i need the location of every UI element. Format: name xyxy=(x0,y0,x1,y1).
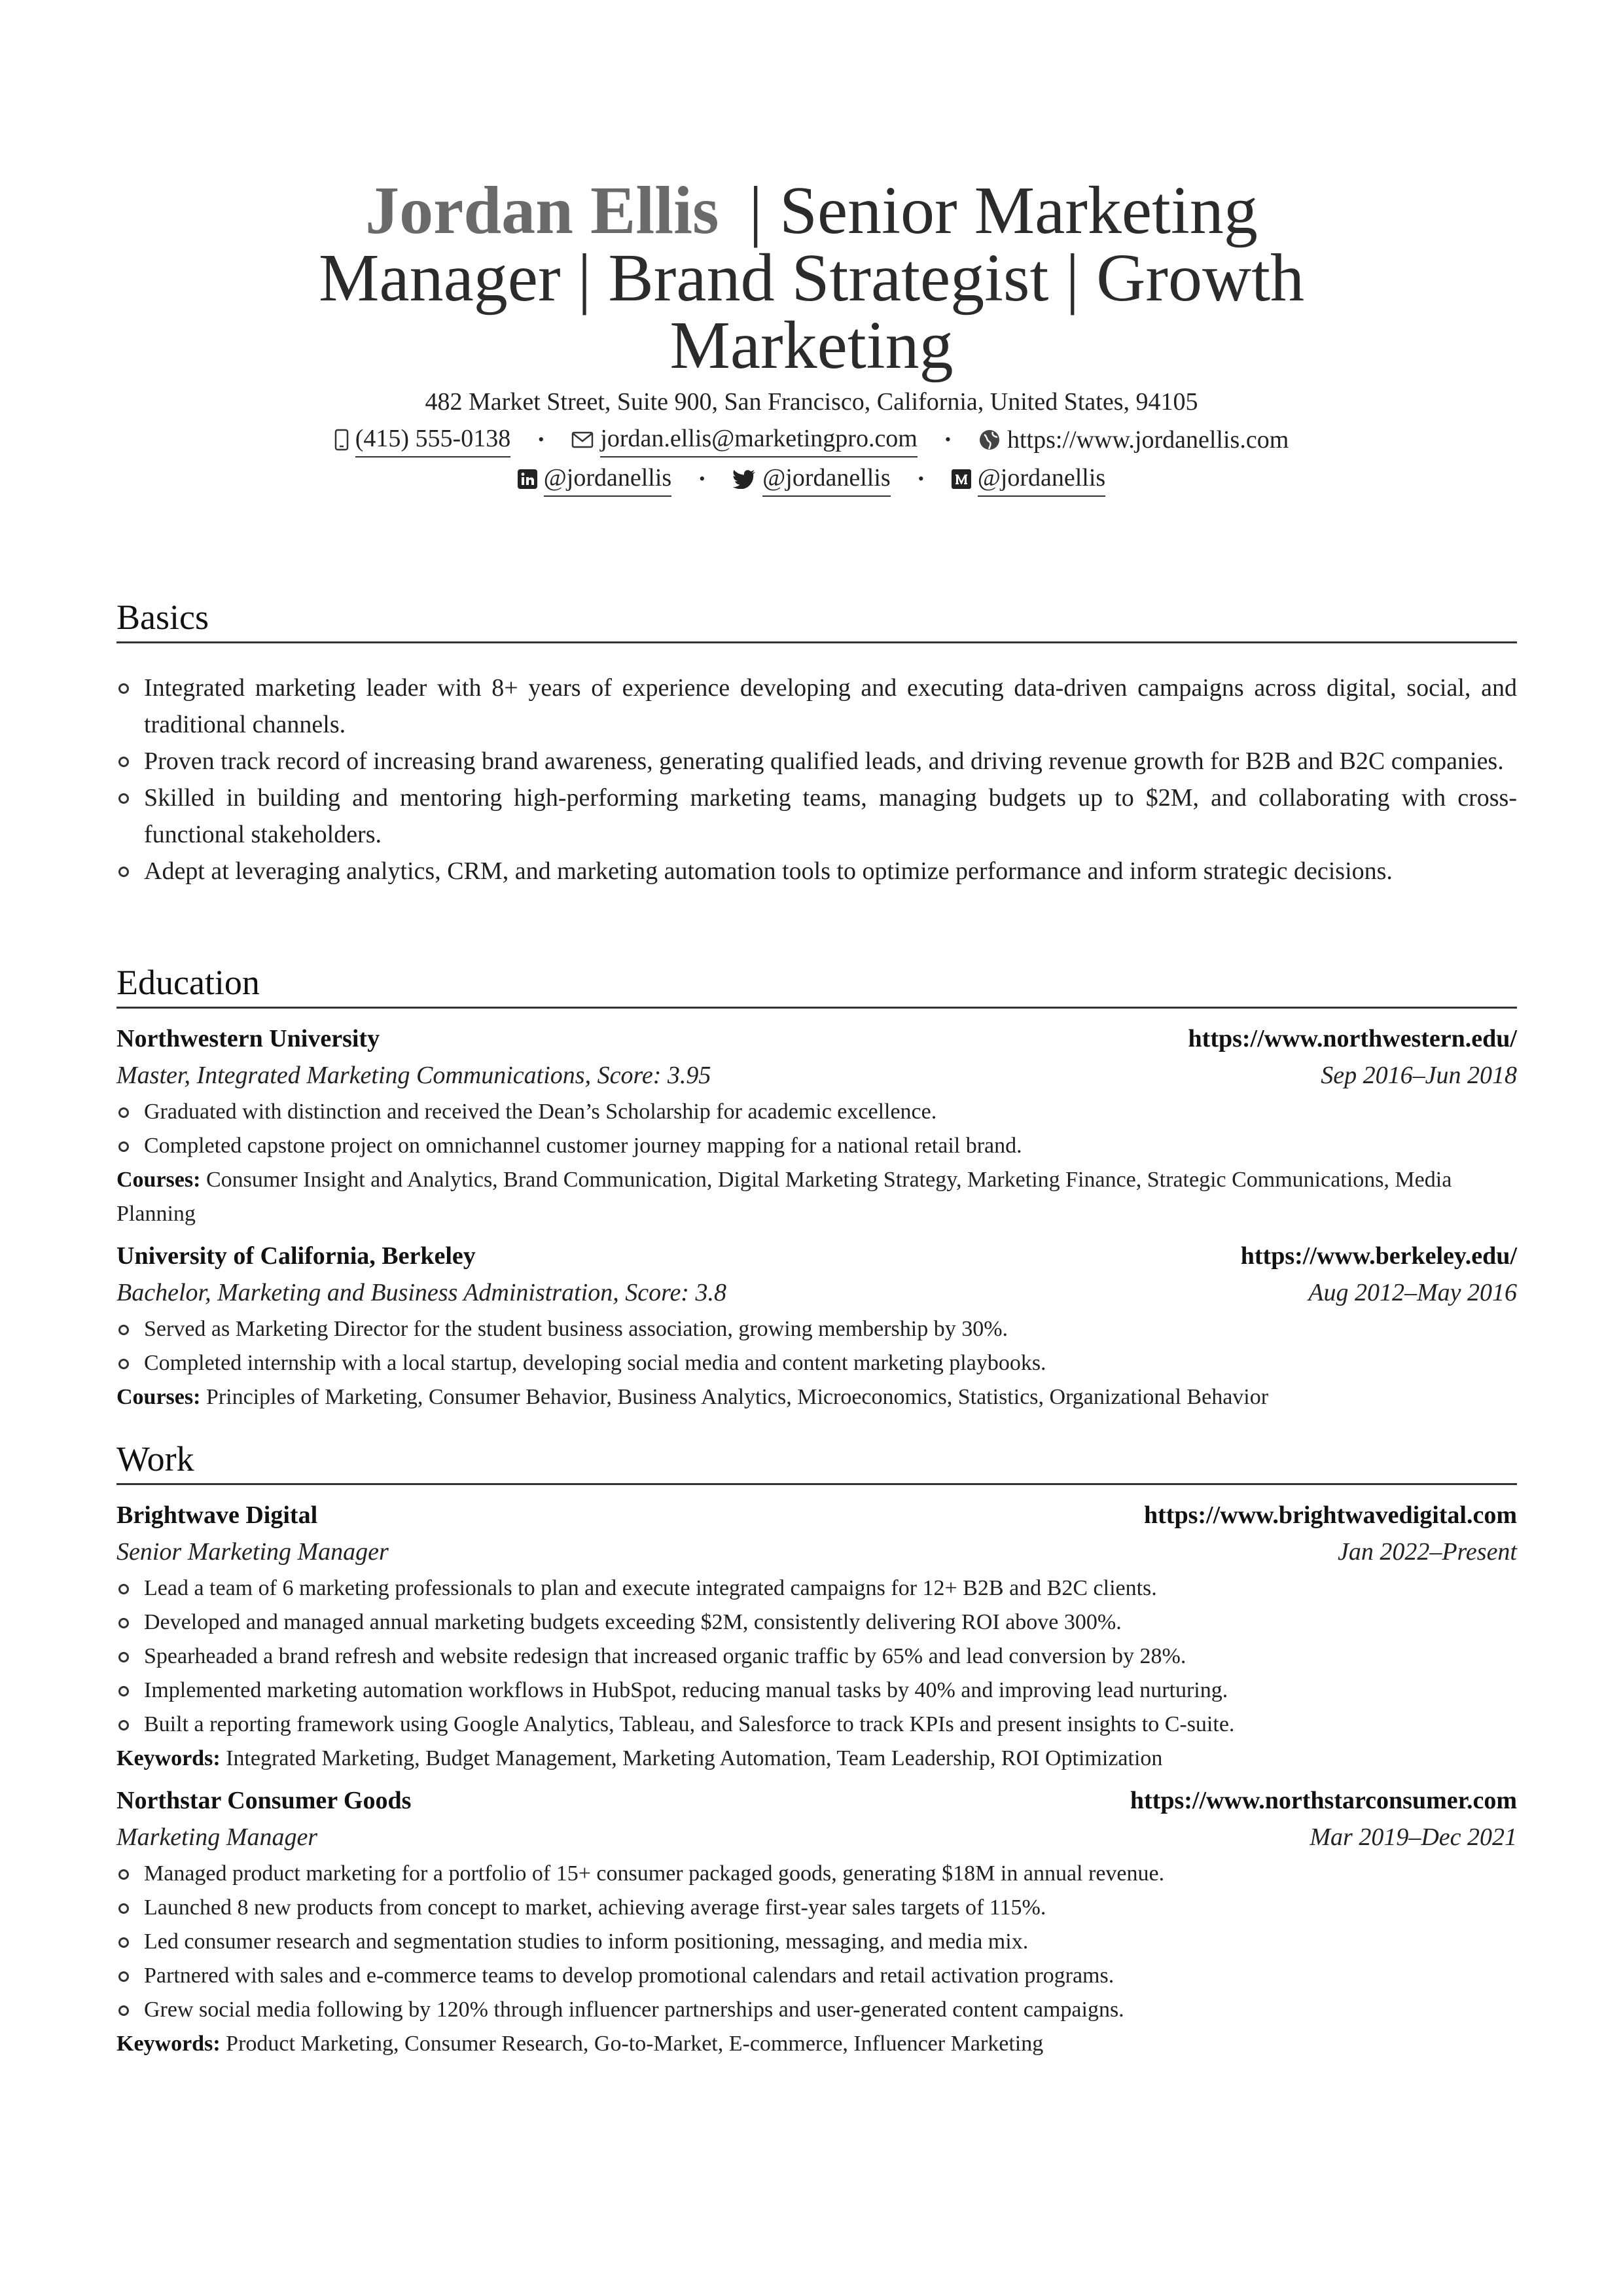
list-item: Completed internship with a local startup, developing social media and content marketing playbooks. xyxy=(116,1346,1517,1380)
school-url-link[interactable]: https://www.berkeley.edu/ xyxy=(1240,1242,1517,1270)
list-item: Skilled in building and mentoring high-performing marketing teams, managing budgets up to $2M, and collaborating with cross-functional stakeholders. xyxy=(116,780,1517,853)
globe-icon xyxy=(978,429,1001,451)
twitter-text: @jordanellis xyxy=(762,461,890,497)
list-item: Adept at leveraging analytics, CRM, and marketing automation tools to optimize performance and inform strategic decisions. xyxy=(116,853,1517,889)
address: 482 Market Street, Suite 900, San Francisco, California, United States, 94105 xyxy=(425,388,1198,416)
medium-link[interactable] xyxy=(952,461,1105,497)
list-item: Managed product marketing for a portfolio of 15+ consumer packaged goods, generating $18M in annual revenue. xyxy=(116,1857,1517,1891)
list-item: Built a reporting framework using Google Analytics, Tableau, and Salesforce to track KPIs and present insights to C-suite. xyxy=(116,1708,1517,1742)
work-entry xyxy=(116,1782,1517,2061)
keywords-label: Keywords: xyxy=(116,2032,221,2056)
medium-text: @jordanellis xyxy=(978,461,1105,497)
list-item: Integrated marketing leader with 8+ years of experience developing and executing data-driven campaigns across digital, social, and traditional channels. xyxy=(116,670,1517,743)
education-entry xyxy=(116,1020,1517,1231)
job-role: Marketing Manager xyxy=(116,1823,318,1851)
phone-text: (415) 555-0138 xyxy=(355,422,510,457)
medium-icon xyxy=(952,469,971,489)
phone-link[interactable] xyxy=(334,422,510,457)
work-entry xyxy=(116,1497,1517,1776)
basics-section xyxy=(116,597,1517,889)
courses-label: Courses: xyxy=(116,1168,201,1192)
keywords-list: Product Marketing, Consumer Research, Go-to-Market, E-commerce, Influencer Marketing xyxy=(226,2032,1044,2056)
contact-row-2 xyxy=(0,461,1623,497)
keywords-label: Keywords: xyxy=(116,1746,221,1770)
education-heading: Education xyxy=(116,962,1517,1009)
list-item: Graduated with distinction and received the Dean’s Scholarship for academic excellence. xyxy=(116,1095,1517,1129)
email-text: jordan.ellis@marketingpro.com xyxy=(600,422,918,457)
linkedin-icon xyxy=(518,469,537,489)
page-title xyxy=(255,173,1368,383)
degree: Master, Integrated Marketing Communications, Score: 3.95 xyxy=(116,1062,711,1089)
list-item: Proven track record of increasing brand awareness, generating qualified leads, and driving revenue growth for B2B and B2C companies. xyxy=(116,743,1517,780)
envelope-icon xyxy=(571,431,594,448)
basics-heading: Basics xyxy=(116,597,1517,643)
company-name: Brightwave Digital xyxy=(116,1501,318,1529)
education-entry xyxy=(116,1238,1517,1414)
date-range: Mar 2019–Dec 2021 xyxy=(1310,1823,1517,1851)
list-item: Grew social media following by 120% through influencer partnerships and user-generated content campaigns. xyxy=(116,1993,1517,2027)
linkedin-link[interactable] xyxy=(518,461,671,497)
keywords-line xyxy=(116,2027,1517,2061)
school-name: University of California, Berkeley xyxy=(116,1242,476,1270)
name: Jordan Ellis xyxy=(365,173,719,248)
separator-dot: • xyxy=(699,469,705,488)
website-link[interactable] xyxy=(978,423,1289,456)
list-item: Partnered with sales and e-commerce teams to develop promotional calendars and retail activation programs. xyxy=(116,1959,1517,1993)
contact-row-1 xyxy=(0,422,1623,457)
company-name: Northstar Consumer Goods xyxy=(116,1787,412,1814)
work-section xyxy=(116,1439,1517,2061)
school-name: Northwestern University xyxy=(116,1025,380,1052)
list-item: Completed capstone project on omnichannel customer journey mapping for a national retail brand. xyxy=(116,1129,1517,1163)
date-range: Jan 2022–Present xyxy=(1337,1538,1517,1566)
date-range: Aug 2012–May 2016 xyxy=(1308,1279,1517,1306)
date-range: Sep 2016–Jun 2018 xyxy=(1321,1062,1517,1089)
list-item: Led consumer research and segmentation studies to inform positioning, messaging, and media mix. xyxy=(116,1925,1517,1959)
list-item: Launched 8 new products from concept to market, achieving average first-year sales targets of 115%. xyxy=(116,1891,1517,1925)
list-item: Spearheaded a brand refresh and website redesign that increased organic traffic by 65% and lead conversion by 28%. xyxy=(116,1640,1517,1674)
headline: | Senior Marketing Manager | Brand Strategist | Growth Marketing xyxy=(319,173,1304,383)
email-link[interactable] xyxy=(571,422,918,457)
courses-list: Principles of Marketing, Consumer Behavior, Business Analytics, Microeconomics, Statistics, Organizational Behavior xyxy=(205,1385,1269,1409)
list-item: Lead a team of 6 marketing professionals to plan and execute integrated campaigns for 12+ B2B and B2C clients. xyxy=(116,1571,1517,1605)
courses-label: Courses: xyxy=(116,1385,201,1409)
degree: Bachelor, Marketing and Business Administration, Score: 3.8 xyxy=(116,1279,726,1306)
separator-dot: • xyxy=(918,469,924,488)
twitter-icon xyxy=(732,469,756,489)
keywords-line xyxy=(116,1742,1517,1776)
school-url-link[interactable]: https://www.northwestern.edu/ xyxy=(1188,1025,1517,1052)
education-section xyxy=(116,962,1517,1414)
separator-dot: • xyxy=(944,430,951,449)
company-url-link[interactable]: https://www.northstarconsumer.com xyxy=(1130,1787,1517,1814)
courses-line xyxy=(116,1380,1517,1414)
work-heading: Work xyxy=(116,1439,1517,1485)
website-text: https://www.jordanellis.com xyxy=(1007,426,1289,454)
linkedin-text: @jordanellis xyxy=(544,461,671,497)
keywords-list: Integrated Marketing, Budget Management, Marketing Automation, Team Leadership, ROI Optimization xyxy=(226,1746,1163,1770)
company-url-link[interactable]: https://www.brightwavedigital.com xyxy=(1144,1501,1517,1529)
separator-dot: • xyxy=(538,430,544,449)
courses-line xyxy=(116,1163,1517,1231)
list-item: Developed and managed annual marketing budgets exceeding $2M, consistently delivering ROI above 300%. xyxy=(116,1605,1517,1640)
basics-list xyxy=(116,670,1517,889)
resume-header xyxy=(0,173,1623,497)
twitter-link[interactable] xyxy=(732,461,890,497)
list-item: Implemented marketing automation workflows in HubSpot, reducing manual tasks by 40% and improving lead nurturing. xyxy=(116,1674,1517,1708)
courses-list: Consumer Insight and Analytics, Brand Communication, Digital Marketing Strategy, Marketing Finance, Strategic Communications, Media Planning xyxy=(116,1168,1452,1226)
list-item: Served as Marketing Director for the student business association, growing membership by 30%. xyxy=(116,1312,1517,1346)
job-role: Senior Marketing Manager xyxy=(116,1538,389,1566)
phone-icon xyxy=(334,429,349,451)
